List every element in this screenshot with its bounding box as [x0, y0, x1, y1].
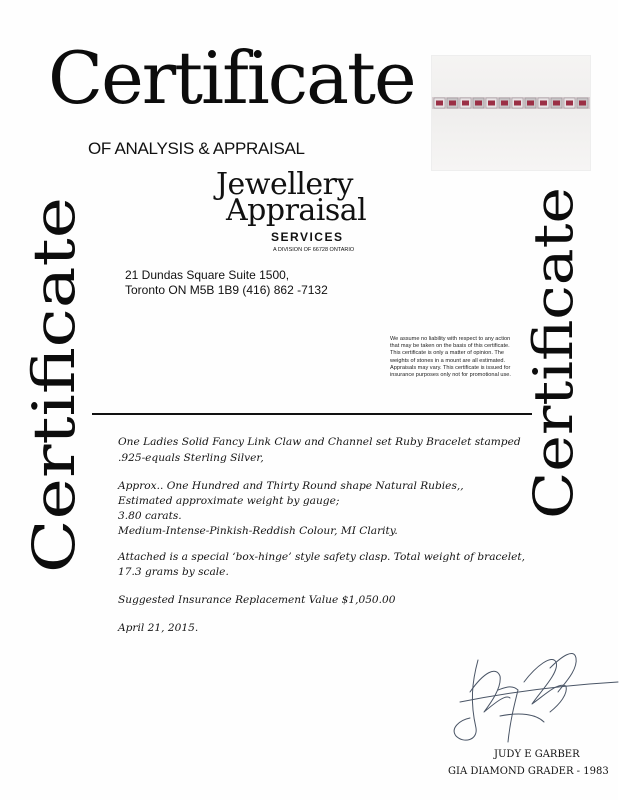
description-line-1: One Ladies Solid Fancy Link Claw and Channel set Ruby Bracelet stamped — [118, 436, 521, 448]
side-certificate-right-text: Certificate — [522, 228, 585, 519]
ruby-stone — [449, 101, 456, 106]
side-certificate-left-text: Certificate — [20, 261, 88, 573]
side-certificate-right — [522, 183, 585, 523]
disclaimer-text: We assume no liability with respect to any action that may be taken on the basis of this certificate. This certificate is only a matter of opinion. The weights of stones in a mount are all estimated. Appraisals may vary. This certificate is issued for insurance purposes only not for promotional use. — [390, 336, 511, 379]
ruby-stone — [462, 101, 469, 106]
ruby-stone — [566, 101, 573, 106]
description-line-7: Attached is a special ‘box-hinge’ style safety clasp. Total weight of bracelet, — [118, 551, 525, 563]
description-line-3: Approx.. One Hundred and Thirty Round shape Natural Rubies,, — [118, 480, 464, 492]
grader-title: GIA DIAMOND GRADER - 1983 — [448, 766, 609, 777]
signature — [440, 632, 620, 752]
ruby-stone — [514, 101, 521, 106]
description-line-6: Medium-Intense-Pinkish-Reddish Colour, MI Clarity. — [118, 525, 398, 537]
certificate-date: April 21, 2015. — [118, 622, 199, 634]
logo-appraisal: Appraisal — [226, 193, 367, 228]
side-certificate-left — [20, 195, 88, 575]
address-line-2: Toronto ON M5B 1B9 (416) 862 -7132 — [125, 283, 328, 297]
ruby-stone — [540, 101, 547, 106]
ruby-stone — [475, 101, 482, 106]
ruby-stone — [527, 101, 534, 106]
ruby-stone — [436, 101, 443, 106]
logo-jewellery: Jewellery — [216, 167, 353, 202]
address-line-1: 21 Dundas Square Suite 1500, — [125, 268, 290, 282]
description-line-8: 17.3 grams by scale. — [118, 566, 229, 578]
ruby-stone — [553, 101, 560, 106]
logo-division: A DIVISION OF 66728 ONTARIO — [273, 247, 355, 253]
certificate-subtitle: OF ANALYSIS & APPRAISAL — [88, 139, 305, 158]
description-line-2: .925-equals Sterling Silver, — [118, 452, 264, 464]
bracelet-image — [432, 93, 590, 113]
ruby-stone — [579, 101, 586, 106]
grader-name: JUDY E GARBER — [494, 749, 580, 760]
ruby-stone — [488, 101, 495, 106]
divider-rule — [92, 413, 532, 415]
logo-services: SERVICES — [271, 230, 344, 244]
description-line-4: Estimated approximate weight by gauge; — [118, 495, 340, 507]
ruby-stone — [501, 101, 508, 106]
description-line-5: 3.80 carats. — [118, 510, 182, 522]
bracelet-photo — [431, 55, 591, 171]
certificate-title: Certificate — [48, 36, 415, 120]
insurance-value: Suggested Insurance Replacement Value $1,050.00 — [118, 594, 396, 606]
